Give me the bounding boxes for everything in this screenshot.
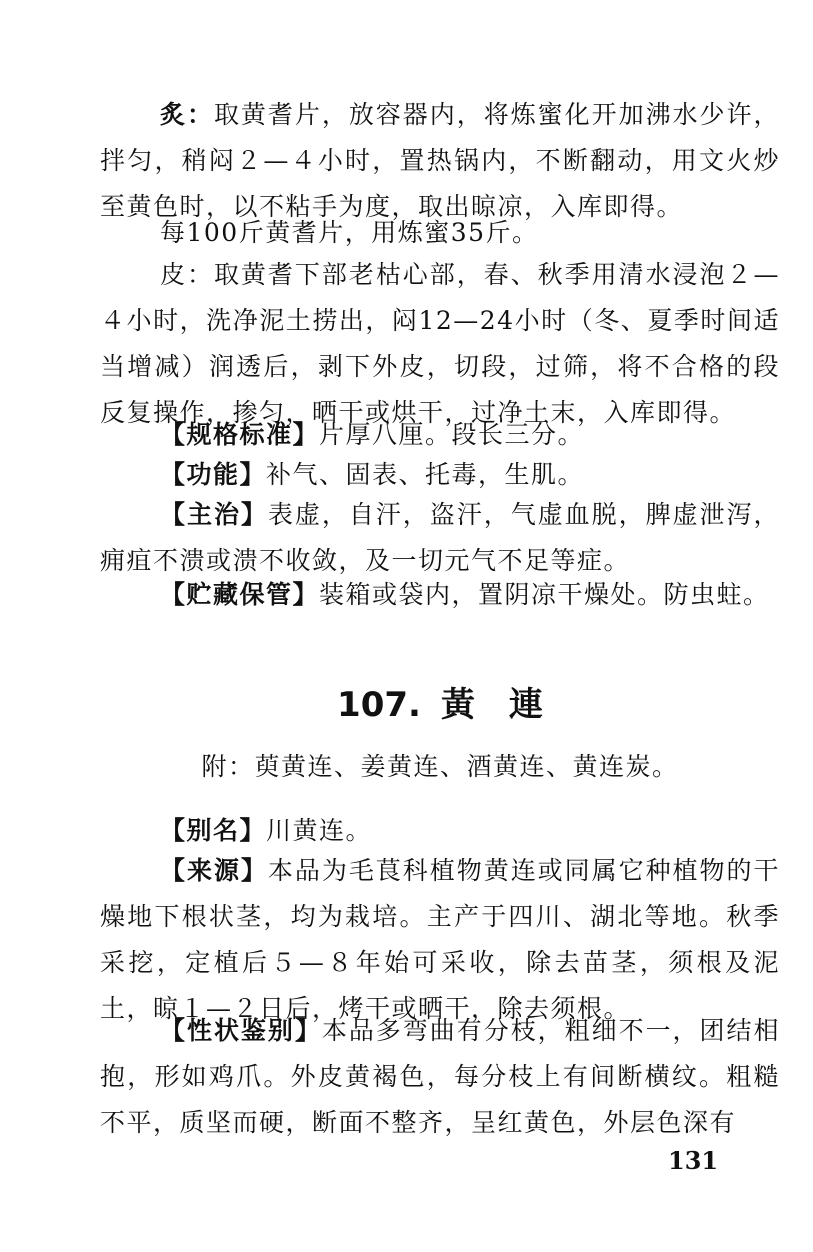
attachment-line: 附：萸黄连、姜黄连、酒黄连、黄连炭。 bbox=[201, 752, 679, 781]
spec-label: 【规格标准】 bbox=[160, 420, 320, 449]
source-label: 【来源】 bbox=[160, 856, 268, 885]
storage-text: 装箱或袋内，置阴凉干燥处。防虫蛀。 bbox=[319, 580, 770, 609]
honey-fried-label: 炙： bbox=[160, 100, 214, 129]
honey-ratio-paragraph: 每100斤黄耆片，用炼蜜35斤。 bbox=[160, 218, 539, 247]
storage-label: 【贮藏保管】 bbox=[160, 580, 320, 609]
entry-heading bbox=[100, 680, 780, 730]
storage-section bbox=[100, 572, 780, 618]
indication-section bbox=[100, 492, 780, 584]
indication-label: 【主治】 bbox=[160, 500, 268, 529]
page-number: 131 bbox=[668, 1146, 719, 1175]
function-text: 补气、固表、托毒，生肌。 bbox=[266, 460, 585, 489]
entry-number: 107. bbox=[337, 685, 421, 725]
source-text: 本品为毛茛科植物黄连或同属它种植物的干燥地下根状茎，均为栽培。主产于四川、湖北等地。秋季采挖，定植后５—８年始可采收，除去苗茎，须根及泥土，晾１—２日后，烤干或晒干，除去须根。 bbox=[100, 856, 780, 1023]
honey-fried-text: 取黄耆片，放容器内，将炼蜜化开加沸水少许，拌匀，稍闷２—４小时，置热锅内，不断翻动，用文火炒至黄色时，以不粘手为度，取出晾凉，入库即得。 bbox=[100, 100, 780, 221]
alias-label: 【别名】 bbox=[160, 816, 267, 845]
alias-text: 川黄连。 bbox=[266, 816, 373, 845]
bark-processing-paragraph: 皮：取黄耆下部老枯心部，春、秋季用清水浸泡２—４小时，洗净泥土捞出，闷12—24小时（冬、夏季时间适当增减）润透后，剥下外皮，切段，过筛，将不合格的段反复操作，掺匀，晒干或烘干，过净土末，入库即得。 bbox=[100, 260, 780, 427]
identification-label: 【性状鉴别】 bbox=[160, 1016, 322, 1045]
entry-title: 黃 連 bbox=[440, 685, 543, 725]
spec-text: 片厚八厘。段长三分。 bbox=[319, 420, 585, 449]
function-label: 【功能】 bbox=[160, 460, 267, 489]
identification-text: 本品多弯曲有分枝，粗细不一，团结相抱，形如鸡爪。外皮黄褐色，每分枝上有间断横纹。粗糙不平，质坚而硬，断面不整齐，呈红黄色，外层色深有 bbox=[100, 1016, 780, 1137]
source-section bbox=[100, 848, 780, 1032]
identification-section bbox=[100, 1008, 780, 1146]
indication-text: 表虚，自汗，盗汗，气虚血脱，脾虚泄泻，痈疽不溃或溃不收敛，及一切元气不足等症。 bbox=[100, 500, 780, 575]
